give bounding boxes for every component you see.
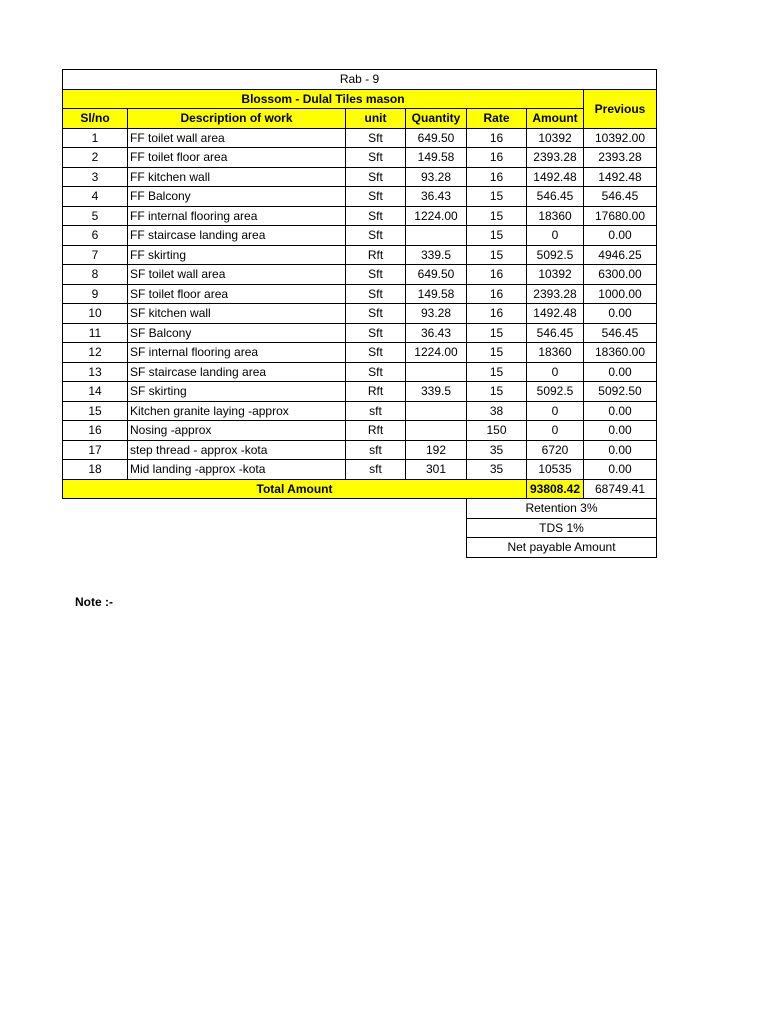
cell-previous: 0.00 xyxy=(584,421,657,441)
cell-rate: 150 xyxy=(467,421,527,441)
cell-previous: 5092.50 xyxy=(584,382,657,402)
project-title: Blossom - Dulal Tiles mason xyxy=(63,89,584,109)
cell-previous: 4946.25 xyxy=(584,245,657,265)
table-row xyxy=(63,323,657,343)
cell-quantity xyxy=(406,421,467,441)
cell-previous: 18360.00 xyxy=(584,343,657,363)
cell-amount: 0 xyxy=(527,362,584,382)
cell-rate: 16 xyxy=(467,265,527,285)
cell-quantity: 192 xyxy=(406,440,467,460)
table-row xyxy=(63,284,657,304)
cell-slno: 2 xyxy=(63,148,128,168)
cell-quantity: 149.58 xyxy=(406,148,467,168)
cell-rate: 15 xyxy=(467,362,527,382)
cell-description: FF toilet floor area xyxy=(128,148,346,168)
header-slno: Sl/no xyxy=(63,109,128,129)
cell-slno: 16 xyxy=(63,421,128,441)
cell-previous: 6300.00 xyxy=(584,265,657,285)
cell-slno: 11 xyxy=(63,323,128,343)
table-row xyxy=(63,245,657,265)
cell-description: SF toilet wall area xyxy=(128,265,346,285)
cell-unit: Rft xyxy=(346,245,406,265)
table-row xyxy=(63,128,657,148)
cell-description: Kitchen granite laying -approx xyxy=(128,401,346,421)
cell-previous: 1000.00 xyxy=(584,284,657,304)
total-amount: 93808.42 xyxy=(527,479,584,499)
header-quantity: Quantity xyxy=(406,109,467,129)
cell-amount: 0 xyxy=(527,226,584,246)
table-row xyxy=(63,226,657,246)
cell-description: SF toilet floor area xyxy=(128,284,346,304)
cell-amount: 1492.48 xyxy=(527,304,584,324)
table-row xyxy=(63,362,657,382)
cell-slno: 17 xyxy=(63,440,128,460)
cell-rate: 16 xyxy=(467,284,527,304)
cell-rate: 35 xyxy=(467,460,527,480)
cell-rate: 15 xyxy=(467,187,527,207)
cell-unit: sft xyxy=(346,401,406,421)
cell-description: FF staircase landing area xyxy=(128,226,346,246)
cell-description: SF internal flooring area xyxy=(128,343,346,363)
header-row xyxy=(63,109,657,129)
cell-previous: 1492.48 xyxy=(584,167,657,187)
cell-description: FF Balcony xyxy=(128,187,346,207)
cell-slno: 13 xyxy=(63,362,128,382)
cell-description: FF internal flooring area xyxy=(128,206,346,226)
cell-rate: 38 xyxy=(467,401,527,421)
rab-title: Rab - 9 xyxy=(63,70,657,90)
cell-quantity: 93.28 xyxy=(406,304,467,324)
cell-quantity xyxy=(406,226,467,246)
total-previous: 68749.41 xyxy=(584,479,657,499)
cell-rate: 16 xyxy=(467,148,527,168)
cell-slno: 6 xyxy=(63,226,128,246)
cell-previous: 0.00 xyxy=(584,401,657,421)
cell-quantity: 1224.00 xyxy=(406,206,467,226)
table-row xyxy=(63,148,657,168)
cell-quantity: 339.5 xyxy=(406,245,467,265)
cell-quantity: 36.43 xyxy=(406,323,467,343)
cell-previous: 0.00 xyxy=(584,460,657,480)
cell-description: SF skirting xyxy=(128,382,346,402)
cell-description: SF staircase landing area xyxy=(128,362,346,382)
cell-unit: sft xyxy=(346,440,406,460)
tds-row xyxy=(63,518,657,538)
cell-quantity xyxy=(406,401,467,421)
cell-amount: 10392 xyxy=(527,128,584,148)
cell-slno: 9 xyxy=(63,284,128,304)
cell-unit: Sft xyxy=(346,343,406,363)
cell-amount: 2393.28 xyxy=(527,284,584,304)
total-row xyxy=(63,479,657,499)
net-payable-label: Net payable Amount xyxy=(467,538,657,558)
table-row xyxy=(63,421,657,441)
cell-previous: 0.00 xyxy=(584,440,657,460)
cell-amount: 10535 xyxy=(527,460,584,480)
cell-description: SF Balcony xyxy=(128,323,346,343)
cell-quantity: 649.50 xyxy=(406,265,467,285)
table-row xyxy=(63,440,657,460)
cell-amount: 10392 xyxy=(527,265,584,285)
cell-quantity: 36.43 xyxy=(406,187,467,207)
cell-slno: 10 xyxy=(63,304,128,324)
cell-previous: 0.00 xyxy=(584,362,657,382)
table-row xyxy=(63,343,657,363)
table-row xyxy=(63,401,657,421)
cell-slno: 15 xyxy=(63,401,128,421)
cell-slno: 14 xyxy=(63,382,128,402)
cell-description: FF kitchen wall xyxy=(128,167,346,187)
cell-unit: Sft xyxy=(346,323,406,343)
cell-rate: 16 xyxy=(467,304,527,324)
project-title-row xyxy=(63,89,657,109)
cell-slno: 4 xyxy=(63,187,128,207)
cell-unit: Rft xyxy=(346,382,406,402)
cell-previous: 2393.28 xyxy=(584,148,657,168)
note-label: Note :- xyxy=(75,595,113,609)
cell-slno: 7 xyxy=(63,245,128,265)
cell-description: SF kitchen wall xyxy=(128,304,346,324)
cell-description: FF skirting xyxy=(128,245,346,265)
net-payable-row xyxy=(63,538,657,558)
cell-amount: 546.45 xyxy=(527,323,584,343)
cell-previous: 546.45 xyxy=(584,187,657,207)
cell-amount: 18360 xyxy=(527,343,584,363)
cell-rate: 15 xyxy=(467,343,527,363)
cell-rate: 15 xyxy=(467,206,527,226)
cell-unit: Sft xyxy=(346,148,406,168)
cell-rate: 15 xyxy=(467,226,527,246)
cell-unit: Sft xyxy=(346,187,406,207)
cell-description: Mid landing -approx -kota xyxy=(128,460,346,480)
cell-amount: 18360 xyxy=(527,206,584,226)
cell-amount: 0 xyxy=(527,421,584,441)
cell-amount: 6720 xyxy=(527,440,584,460)
rab-title-row xyxy=(63,70,657,90)
cell-previous: 0.00 xyxy=(584,226,657,246)
cell-unit: Sft xyxy=(346,226,406,246)
retention-label: Retention 3% xyxy=(467,499,657,519)
cell-previous: 0.00 xyxy=(584,304,657,324)
cell-slno: 12 xyxy=(63,343,128,363)
cell-unit: Sft xyxy=(346,362,406,382)
cell-quantity: 1224.00 xyxy=(406,343,467,363)
total-label: Total Amount xyxy=(63,479,527,499)
cell-slno: 18 xyxy=(63,460,128,480)
cell-rate: 15 xyxy=(467,245,527,265)
cell-quantity: 301 xyxy=(406,460,467,480)
rab-bill-table xyxy=(62,69,657,558)
cell-description: step thread - approx -kota xyxy=(128,440,346,460)
cell-rate: 16 xyxy=(467,128,527,148)
table-row xyxy=(63,460,657,480)
cell-unit: Sft xyxy=(346,128,406,148)
tds-label: TDS 1% xyxy=(467,518,657,538)
cell-previous: 546.45 xyxy=(584,323,657,343)
cell-quantity xyxy=(406,362,467,382)
cell-unit: Sft xyxy=(346,304,406,324)
retention-row xyxy=(63,499,657,519)
cell-amount: 1492.48 xyxy=(527,167,584,187)
cell-amount: 5092.5 xyxy=(527,382,584,402)
table-row xyxy=(63,187,657,207)
cell-amount: 5092.5 xyxy=(527,245,584,265)
cell-unit: Sft xyxy=(346,167,406,187)
cell-unit: Sft xyxy=(346,206,406,226)
cell-slno: 5 xyxy=(63,206,128,226)
header-rate: Rate xyxy=(467,109,527,129)
cell-quantity: 339.5 xyxy=(406,382,467,402)
header-description: Description of work xyxy=(128,109,346,129)
cell-amount: 2393.28 xyxy=(527,148,584,168)
table-row xyxy=(63,167,657,187)
cell-unit: Sft xyxy=(346,284,406,304)
cell-unit: sft xyxy=(346,460,406,480)
cell-quantity: 93.28 xyxy=(406,167,467,187)
table-row xyxy=(63,304,657,324)
table-row xyxy=(63,382,657,402)
cell-unit: Rft xyxy=(346,421,406,441)
cell-previous: 10392.00 xyxy=(584,128,657,148)
cell-quantity: 649.50 xyxy=(406,128,467,148)
cell-unit: Sft xyxy=(346,265,406,285)
cell-amount: 546.45 xyxy=(527,187,584,207)
cell-slno: 1 xyxy=(63,128,128,148)
cell-slno: 8 xyxy=(63,265,128,285)
cell-previous: 17680.00 xyxy=(584,206,657,226)
cell-slno: 3 xyxy=(63,167,128,187)
cell-rate: 35 xyxy=(467,440,527,460)
cell-description: FF toilet wall area xyxy=(128,128,346,148)
header-previous: Previous xyxy=(584,89,657,128)
header-amount: Amount xyxy=(527,109,584,129)
cell-description: Nosing -approx xyxy=(128,421,346,441)
header-unit: unit xyxy=(346,109,406,129)
cell-rate: 15 xyxy=(467,382,527,402)
table-row xyxy=(63,206,657,226)
cell-amount: 0 xyxy=(527,401,584,421)
table-row xyxy=(63,265,657,285)
cell-quantity: 149.58 xyxy=(406,284,467,304)
cell-rate: 16 xyxy=(467,167,527,187)
cell-rate: 15 xyxy=(467,323,527,343)
